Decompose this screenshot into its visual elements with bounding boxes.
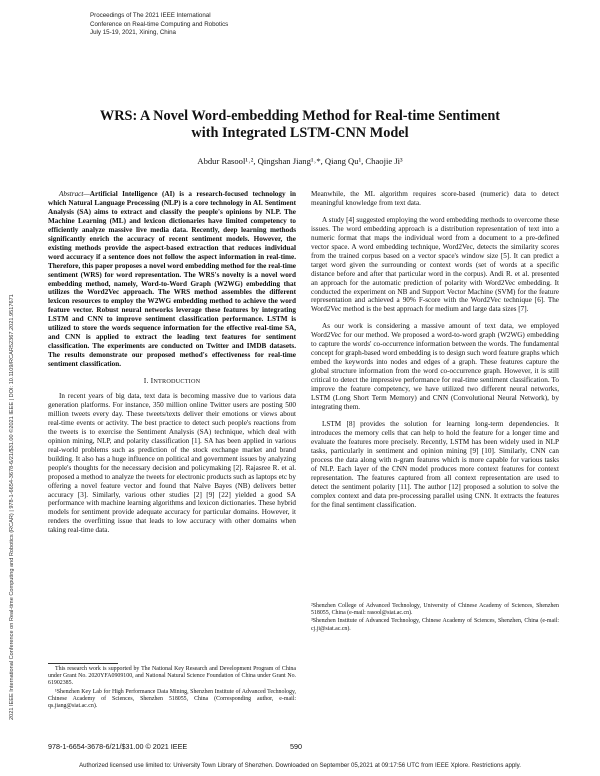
footnote-funding: This research work is supported by The National Key Research and Development Program of China under Grant No. 2020YFA0909100, and National Natural Science Foundation of China under Grant No. 61902385. xyxy=(48,666,296,687)
right-paragraph-0: Meanwhile, the ML algorithm requires score-based (numeric) data to detect meaningful knowledge from text data. xyxy=(311,190,559,207)
page-number: 590 xyxy=(290,742,302,751)
left-column xyxy=(48,190,296,535)
intro-paragraph: In recent years of big data, text data is becoming massive due to various data generation platforms. For instance, 350 million online Twitter users are posting 500 million tweets every day. These tweets/texts deliver their emotions or views about real-time events or activity. The best practice to detect such people's reactions from the tweets is to exercise the Sentiment Analysis (SA) technique, which deal with opinion mining, NLP, and polarity classification [1]. SA has been applied in various real-world problems such as prediction of the stock exchange market and brand building. It also has a huge influence on political and government issues by analyzing people's thoughts for the necessary decision and policymaking [2]. Rajasree R. et al. proposed a method to analyze the tweets for electronic products such as laptops etc by offering a novel feature vector and found that Naïve Bayes (NB) delivers better accuracy [3]. Similarly, various other studies [2] [9] [22] yielded a good SA performance with machine learning algorithms and lexicon dictionaries. These hybrid models for sentiment provide adequate accuracy for particular domains. However, it renders the overfitting issue that leads to low accuracy with other domains when taking real-time data. xyxy=(48,392,296,535)
footnotes-right xyxy=(311,603,559,634)
conference-line-2: Conference on Real-time Computing and Robotics xyxy=(90,20,229,28)
right-paragraph-3: LSTM [8] provides the solution for learning long-term dependencies. It introduces the memory cells that can help to hold the feature for a longer time and evaluate the features more precisely. Recently, LSTM has been widely used in NLP tasks, particularly in sentiment and opinion mining [9] [10]. Similarly, CNN can process the data along with n-gram features which is more capable for various tasks of NLP. Each layer of the CNN model produces more context features for context representation. The features captured from all context representation are used to detect the sentiment polarity [11]. The author [12] proposed a solution to solve the complex context and data pre-processing parallel using CNN. It extracts the features for the final sentiment classification. xyxy=(311,419,559,509)
footnote-affiliation-3: ³Shenzhen Institute of Advanced Technology, Chinese Academy of Sciences, Shenzhen, China (e-mail: cj.ji@siat.ac.cn). xyxy=(311,618,559,632)
author-list: Abdur Rasool¹˒², Qingshan Jiang¹˒*, Qiang Qu¹, Chaojie Ji³ xyxy=(197,156,403,166)
abstract-text: Artificial Intelligence (AI) is a research-focused technology in which Natural Language Processing (NLP) is a core technology in AI. Sentiment Analysis (SA) aims to extract and classify the people's opinions by NLP. The Machine Learning (ML) and lexicon dictionaries have limited competency to efficiently analyze massive live media data. Recently, deep learning methods significantly enrich the accuracy of recent sentiment models. However, the existing methods provide the aspect-based extraction that reduces individual word accuracy if a sentence does not follow the aspect information in real-time. Therefore, this paper proposes a novel word embedding method for the real-time sentiment (WRS) for word representation. The WRS's novelty is a novel word embedding method, namely, Word-to-Word Graph (W2WG) embedding that utilizes the Word2Vec approach. The WRS method assembles the different lexicon resources to employ the W2WG embedding method to achieve the word feature vector. Robust neural networks leverage these features by integrating LSTM and CNN to improve sentiment classification performance. LSTM is utilized to store the words sequence information for the effective real-time SA, and CNN is applied to extract the leading text features for sentiment classification. The experiments are conducted on Twitter and IMDB datasets. The results demonstrate our proposed method's effectiveness for real-time sentiment classification. xyxy=(48,190,296,369)
side-citation-strip xyxy=(0,160,18,730)
footnote-divider xyxy=(48,663,118,664)
conference-line-1: Proceedings of The 2021 IEEE International xyxy=(90,12,211,19)
footer-isbn: 978-1-6654-3678-6/21/$31.00 © 2021 IEEE xyxy=(48,742,188,751)
paper-title xyxy=(60,108,540,142)
abstract-label: Abstract— xyxy=(59,190,90,198)
section-numeral: I. xyxy=(143,376,149,386)
footnote-affiliation-2: ²Shenzhen College of Advanced Technology, University of Chinese Academy of Sciences, Shenzhen 518055, China (e-mail: rasool@siat.ac.cn). xyxy=(311,603,559,617)
right-paragraph-1: A study [4] suggested employing the word embedding methods to overcome these issues. The word embedding approach is a distribution representation of text into a numeric format that maps the individual word from a document to a pre-defined vector space. A word embedding technique, Word2Vec, detects the similarity scores from the trained corpus based on a vector space's window size [5]. It can predict a target word given the surrounding or context words (set of words at a specific distance before and after that particular word in the corpus). Andi R. et al. presented an approach for the automatic prediction of polarity with Word2Vec embedding. It conducted the experiment on NB and Support Vector Machine (SVM) for the feature representation and achieved a 90% F-score with the Word2Vec technique [6]. The Word2Vec method is the best approach for medium and large data sizes [7]. xyxy=(311,215,559,314)
footnotes-left xyxy=(48,666,296,711)
footnote-affiliation-1: ¹Shenzhen Key Lab for High Performance Data Mining, Shenzhen Institute of Advanced Technology, Chinese Academy of Sciences, Shenzhen 518055, China (Corresponding author, e-mail: qs.jiang@siat.ac.cn). xyxy=(48,688,296,710)
section-heading-introduction xyxy=(48,377,296,387)
abstract xyxy=(48,190,296,369)
title-line-2: with Integrated LSTM-CNN Model xyxy=(191,125,409,141)
conference-line-3: July 15-19, 2021, Xining, China xyxy=(90,29,176,37)
license-notice: Authorized licensed use limited to: University Town Library of Shenzhen. Downloaded on September 05,2021 at 09:17:56 UTC from IEEE Xplore. Restrictions apply. xyxy=(79,762,521,769)
right-paragraph-2: As our work is considering a massive amount of text data, we employed Word2Vec for our method. We proposed a word-to-word graph (W2WG) embedding to capture the words' co-occurrence information between the words. The fundamental concept for graph-based word embedding is to design such word feature graphs which embed the keywords into nodes and edges of a graph. These features capture the global structure information from the word co-occurrence graph. However, it is still critical to detect the impressive performance for real-time sentiment classification. To improve the feature competency, we have utilized two different neural networks, LSTM (Long Short Term Memory) and CNN (Convolutional Neural Network), by integrating them. xyxy=(311,322,559,411)
title-line-1: WRS: A Novel Word-embedding Method for Real-time Sentiment xyxy=(99,108,501,124)
section-title-rest: NTRODUCTION xyxy=(153,378,201,386)
conference-header xyxy=(90,12,350,38)
section-title-initial: I xyxy=(150,376,154,386)
right-column xyxy=(311,190,559,509)
side-citation-text: 2021 IEEE International Conference on Real-time Computing and Robotics (RCAR) | 978-1-6654-3678-6/21/$31.00 ©2021 IEEE | DOI: 10.1109/RCAR52367.2021.9517671 xyxy=(9,294,15,720)
